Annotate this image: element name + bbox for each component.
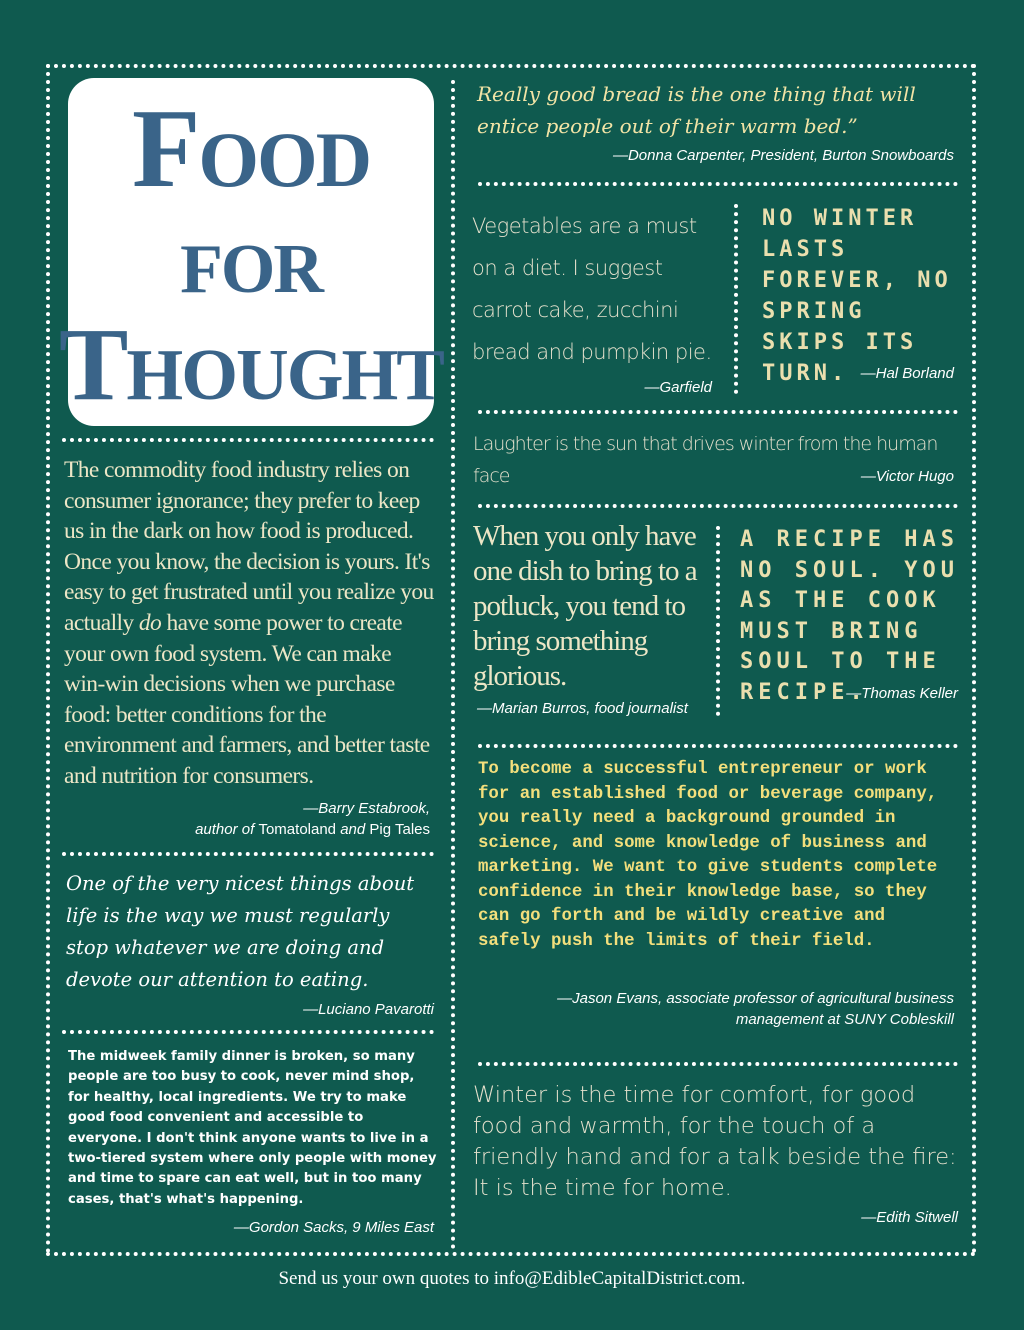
quote-sitwell: Winter is the time for comfort, for good food and warmth, for the touch of a friendly hand and for a talk beside the fire: It is the time for home.: [473, 1082, 957, 1201]
quote-estabrook-text-1: The commodity food industry relies on consumer ignorance; they prefer to keep us in the dark on how food is produced. Once you know, the decision is yours. It's easy to get frustrated until you realize you actually: [64, 457, 434, 636]
quote-estabrook-text-2: have some power to create your own food system. We can make win-win decisions when we purchase food: better conditions for the environment and farmers, and better taste and nutrition for consumers.: [64, 609, 430, 789]
quote-estabrook: [64, 455, 436, 792]
right-separator-5: [478, 1062, 958, 1066]
attribution-evans: [474, 988, 954, 1030]
title-line-1: Food: [131, 87, 371, 211]
quote-evans: To become a successful entrepreneur or work for an established food or beverage company, you really need a background grounded in science, and some knowledge of business and marketing. We want to give students complete confidence in their knowledge base, so they can go forth and be wildly creative and safely push the limits of their field.: [478, 760, 938, 951]
attribution-evans-line2: management at SUNY Cobleskill: [735, 1011, 954, 1028]
column-divider-dots: [451, 80, 455, 1250]
right-separator-1: [478, 182, 958, 186]
title-line-3: Thought: [59, 307, 443, 422]
attribution-burros: —Marian Burros, food journalist: [477, 700, 688, 717]
left-separator-1: [62, 438, 434, 442]
left-separator-3: [62, 1030, 434, 1034]
left-separator-2: [62, 852, 434, 856]
attribution-estabrook-line2: [90, 819, 430, 840]
quote-burros: When you only have one dish to bring to a potluck, you tend to bring something glorious.: [473, 520, 697, 692]
burros-keller-divider: [716, 526, 720, 716]
frame-left-dots: [46, 64, 50, 1254]
book-tomatoland: Tomatoland: [258, 821, 337, 838]
attribution-borland: —Hal Borland: [860, 365, 954, 382]
frame-right-dots: [972, 64, 976, 1254]
quote-pavarotti: One of the very nicest things about life is the way we must regularly stop whatever we are doing and devote our attention to eating.: [66, 872, 415, 991]
attribution-estabrook: [90, 798, 430, 840]
garfield-borland-divider: [734, 204, 738, 394]
right-separator-2: [478, 410, 958, 414]
frame-top-dots: [46, 64, 976, 68]
attribution-sacks: —Gordon Sacks, 9 Miles East: [233, 1219, 434, 1236]
quote-sacks: The midweek family dinner is broken, so many people are too busy to cook, never mind shop, for healthy, local ingredients. We try to make good food convenient and accessible to everyone. I don't think anyone wants to live in a two-tiered system where only people with money and time to spare can eat well, but in too many cases, that's what's happening.: [68, 1049, 437, 1207]
attribution-sitwell: —Edith Sitwell: [861, 1209, 958, 1226]
right-separator-3: [478, 504, 958, 508]
attribution-hugo: —Victor Hugo: [860, 468, 954, 485]
footer-submit-quotes: Send us your own quotes to info@EdibleCapitalDistrict.com.: [278, 1268, 746, 1289]
title-box: [59, 78, 443, 426]
attribution-carpenter: —Donna Carpenter, President, Burton Snowboards: [612, 147, 954, 164]
quote-borland: NO WINTER LASTS FOREVER, NO SPRING SKIPS ITS TURN.: [762, 206, 952, 386]
attribution-pavarotti: —Luciano Pavarotti: [303, 1001, 434, 1018]
quote-hugo: Laughter is the sun that drives winter from the human face: [473, 433, 938, 487]
quote-keller: A RECIPE HAS NO SOUL. YOU AS THE COOK MUST BRING SOUL TO THE RECIPE.: [740, 527, 959, 705]
attribution-estabrook-and: and: [336, 821, 370, 838]
quote-garfield: Vegetables are a must on a diet. I suggest carrot cake, zucchini bread and pumpkin pie.: [472, 214, 712, 364]
attribution-garfield: —Garfield: [644, 379, 712, 396]
right-separator-4: [478, 744, 958, 748]
frame-bottom-dots: [46, 1252, 976, 1256]
quote-carpenter: Really good bread is the one thing that will entice people out of their warm bed.”: [477, 82, 916, 138]
attribution-keller: —Thomas Keller: [846, 685, 958, 702]
attribution-estabrook-line1: —Barry Estabrook,: [303, 800, 430, 817]
quote-estabrook-emphasis: do: [138, 609, 162, 636]
attribution-evans-line1: —Jason Evans, associate professor of agricultural business: [557, 990, 954, 1007]
book-pig-tales: Pig Tales: [369, 821, 430, 838]
title-line-2: for: [180, 203, 322, 314]
attribution-estabrook-prefix: author of: [195, 821, 259, 838]
